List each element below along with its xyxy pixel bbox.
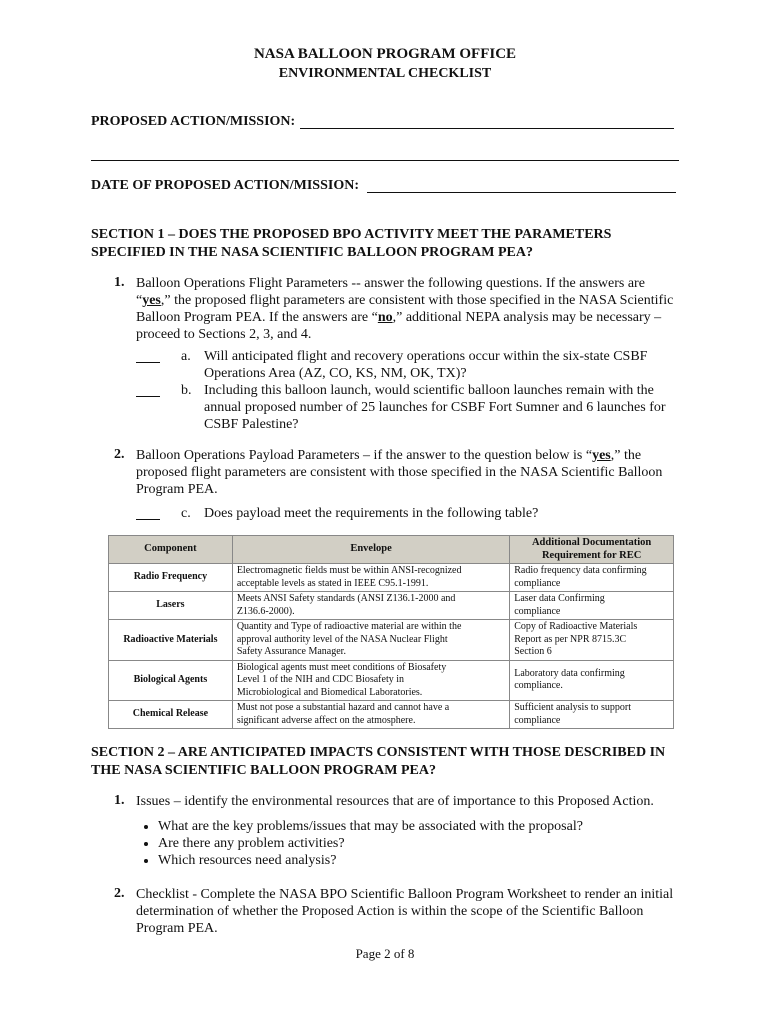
list-item: • Which resources need analysis? <box>158 852 583 869</box>
question-a-text <box>204 348 684 382</box>
item2-line1-post: ,” the <box>610 448 642 463</box>
item2-text <box>136 447 696 498</box>
question-b-line3: CSBF Palestine? <box>204 417 299 432</box>
header-component: Component <box>109 536 233 564</box>
item1-line2 <box>136 292 696 309</box>
cell-line: acceptable levels as stated in IEEE C95.1-1991. <box>236 577 429 589</box>
header-envelope: Envelope <box>232 536 509 564</box>
question-a-line2: Operations Area (AZ, CO, KS, NM, OK, TX)? <box>204 366 467 381</box>
cell-line: Report as per NPR 8715.3C <box>514 633 627 645</box>
proposed-action-field[interactable] <box>300 128 674 129</box>
proposed-action-label: PROPOSED ACTION/MISSION: <box>91 114 296 129</box>
section1-heading <box>91 226 611 262</box>
cell-line: Sufficient analysis to support <box>514 702 631 713</box>
s2-item2-line3: Program PEA. <box>136 921 218 936</box>
cell-line: Copy of Radioactive Materials <box>514 621 638 632</box>
cell-line: Level 1 of the NIH and CDC Biosafety in <box>236 674 404 685</box>
answer-blank-c[interactable] <box>136 519 160 520</box>
answer-blank-b[interactable] <box>136 396 160 397</box>
cell-envelope <box>232 701 509 729</box>
header-doc-line2: Requirement for REC <box>541 549 642 561</box>
question-c-text: Does payload meet the requirements in the following table? <box>204 506 539 521</box>
cell-line: compliance <box>514 714 561 726</box>
question-a-letter: a. <box>181 349 191 364</box>
cell-line: Radio frequency data confirming <box>514 565 647 576</box>
item1-line2-rest: ,” the proposed flight parameters are consistent with those specified in the NASA Scientific <box>160 293 674 308</box>
cell-line: compliance <box>514 577 561 589</box>
cell-line: Microbiological and Biomedical Laboratories. <box>236 686 423 698</box>
cell-line: Safety Assurance Manager. <box>236 646 346 657</box>
s2-item2-line2: determination of whether the Proposed Action is within the scope of the Scientific Balloon <box>136 904 644 919</box>
table-row <box>109 701 674 729</box>
s2-item1-number: 1. <box>114 793 125 808</box>
list-item: • What are the key problems/issues that may be associated with the proposal? <box>158 818 583 835</box>
question-c-letter: c. <box>181 506 191 521</box>
question-b-text <box>204 382 684 433</box>
table-row <box>109 592 674 620</box>
cell-line: Laser data Confirming <box>514 593 605 604</box>
section1-heading-line1: SECTION 1 – DOES THE PROPOSED BPO ACTIVITY MEET THE PARAMETERS <box>91 227 612 242</box>
document-title: NASA BALLOON PROGRAM OFFICE <box>253 46 517 62</box>
section2-heading-line1: SECTION 2 – ARE ANTICIPATED IMPACTS CONSISTENT WITH THOSE DESCRIBED IN <box>91 745 666 760</box>
yes-emphasis-2: yes <box>592 448 611 463</box>
item1-number: 1. <box>114 275 125 290</box>
cell-component: Chemical Release <box>109 701 233 729</box>
cell-line: Meets ANSI Safety standards (ANSI Z136.1-2000 and <box>236 593 456 604</box>
header-doc-line1: Additional Documentation <box>531 537 652 548</box>
question-b-line2: annual proposed number of 25 launches for CSBF Fort Sumner and 6 launches for <box>204 400 666 415</box>
s2-item2-text <box>136 886 696 937</box>
cell-envelope <box>232 592 509 620</box>
cell-envelope <box>232 564 509 592</box>
item1-line3-post: ,” additional NEPA analysis may be necessary – <box>392 310 662 325</box>
table-row <box>109 660 674 701</box>
date-label: DATE OF PROPOSED ACTION/MISSION: <box>91 178 359 193</box>
cell-line: compliance <box>514 605 561 617</box>
section2-heading-line2: THE NASA SCIENTIFIC BALLOON PROGRAM PEA? <box>91 763 436 778</box>
cell-documentation <box>510 564 674 592</box>
table-header-row <box>109 536 674 564</box>
item1-line3 <box>136 309 696 326</box>
table-row <box>109 620 674 661</box>
cell-line: Quantity and Type of radioactive material are within the <box>236 621 462 632</box>
item1-line1: Balloon Operations Flight Parameters -- answer the following questions. If the answers are <box>136 276 645 291</box>
answer-blank-a[interactable] <box>136 362 160 363</box>
date-field[interactable] <box>367 192 676 193</box>
cell-documentation <box>510 620 674 661</box>
issues-bullet-list <box>136 818 583 869</box>
document-subtitle: ENVIRONMENTAL CHECKLIST <box>278 66 492 81</box>
cell-envelope <box>232 620 509 661</box>
cell-line: Must not pose a substantial hazard and cannot have a <box>236 702 450 713</box>
cell-component: Lasers <box>109 592 233 620</box>
requirements-table <box>108 535 674 729</box>
section2-heading <box>91 744 665 780</box>
proposed-action-field-line2[interactable] <box>91 160 679 161</box>
section1-heading-line2: SPECIFIED IN THE NASA SCIENTIFIC BALLOON PROGRAM PEA? <box>91 245 533 260</box>
cell-line: compliance. <box>514 680 563 692</box>
question-a-line1: Will anticipated flight and recovery operations occur within the six-state CSBF <box>204 349 648 364</box>
table-row <box>109 564 674 592</box>
item2-line2: proposed flight parameters are consistent with those specified in the NASA Scientific Balloon <box>136 465 663 480</box>
cell-line: Section 6 <box>514 646 552 657</box>
list-item: • Are there any problem activities? <box>158 835 583 852</box>
s2-item2-line1: Checklist - Complete the NASA BPO Scientific Balloon Program Worksheet to render an initial <box>136 887 674 902</box>
cell-envelope <box>232 660 509 701</box>
item2-line3: Program PEA. <box>136 482 218 497</box>
s2-item1-text: Issues – identify the environmental resources that are of importance to this Proposed Action. <box>136 794 654 809</box>
cell-component: Biological Agents <box>109 660 233 701</box>
yes-emphasis: yes <box>142 293 161 308</box>
item2-number: 2. <box>114 447 125 462</box>
cell-line: approval authority level of the NASA Nuclear Flight <box>236 633 448 645</box>
item2-line1-pre: Balloon Operations Payload Parameters – if the answer to the question below is “ <box>136 448 593 463</box>
no-emphasis: no <box>377 310 393 325</box>
question-b-letter: b. <box>181 383 192 398</box>
quote-open: “ <box>136 293 143 308</box>
cell-line: Electromagnetic fields must be within ANSI-recognized <box>236 565 462 576</box>
item2-line1 <box>136 447 696 464</box>
cell-line: Laboratory data confirming <box>514 667 625 679</box>
cell-line: Biological agents must meet conditions of Biosafety <box>236 661 447 673</box>
header-documentation <box>510 536 674 564</box>
cell-line: Z136.6-2000). <box>236 605 295 617</box>
cell-line: significant adverse affect on the atmosphere. <box>236 714 416 726</box>
cell-component: Radioactive Materials <box>109 620 233 661</box>
cell-component: Radio Frequency <box>109 564 233 592</box>
question-b-line1: Including this balloon launch, would scientific balloon launches remain with the <box>204 383 654 398</box>
cell-documentation <box>510 660 674 701</box>
item1-text <box>136 275 696 343</box>
cell-documentation <box>510 592 674 620</box>
page-number: Page 2 of 8 <box>355 946 415 961</box>
cell-documentation <box>510 701 674 729</box>
item1-line4: proceed to Sections 2, 3, and 4. <box>136 327 312 342</box>
item1-line3-pre: Balloon Program PEA. If the answers are “ <box>136 310 378 325</box>
s2-item2-number: 2. <box>114 886 125 901</box>
